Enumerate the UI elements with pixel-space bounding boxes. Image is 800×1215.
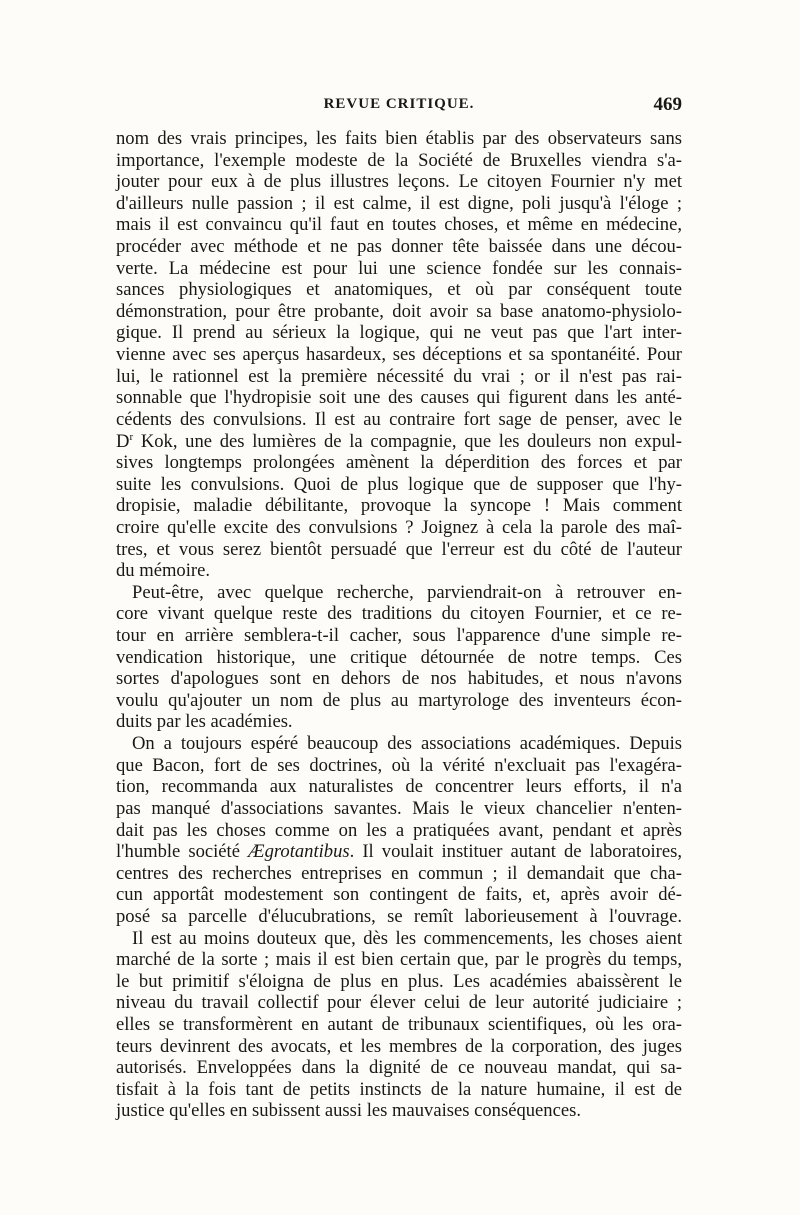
text-line: croire qu'elle excite des convulsions ? Joignez à cela la parole des maî- (116, 516, 682, 538)
italic-latin-term: Ægrotantibus (248, 841, 350, 863)
text-line: vendication historique, une critique détournée de notre temps. Ces (116, 646, 682, 668)
text-line: tour en arrière semblera-t-il cacher, sous l'apparence d'une simple re- (116, 625, 682, 647)
text-line: sances physiologiques et anatomiques, et où par conséquent toute (116, 279, 682, 301)
superscript: r (129, 430, 134, 443)
text-line: démonstration, pour être probante, doit avoir sa base anatomo-physiolo- (116, 300, 682, 322)
text-line: tion, recommanda aux naturalistes de concentrer leurs efforts, il n'a (116, 776, 682, 798)
text-line: que Bacon, fort de ses doctrines, où la vérité n'excluait pas l'exagéra- (116, 754, 682, 776)
text-line: pas manqué d'associations savantes. Mais le vieux chancelier n'enten- (116, 797, 682, 819)
text-line: sortes d'apologues sont en dehors de nos habitudes, et nous n'avons (116, 668, 682, 690)
paragraph-start: On a toujours espéré beaucoup des associations académiques. Depuis (132, 733, 682, 755)
paragraph-start: Il est au moins douteux que, dès les commencements, les choses aient (132, 927, 682, 949)
text-line: importance, l'exemple modeste de la Société de Bruxelles viendra s'a- (116, 149, 682, 171)
doctor-abbrev: D (116, 430, 130, 452)
text-line: elles se transformèrent en autant de tribunaux scientifiques, où les ora- (116, 1013, 682, 1035)
text-line (116, 841, 682, 863)
text-line: du mémoire. (116, 560, 210, 582)
text-line: vienne avec ses aperçus hasardeux, ses déceptions et sa spontanéité. Pour (116, 344, 682, 366)
text-line: verte. La médecine est pour lui une science fondée sur les connais- (116, 257, 682, 279)
text-line: justice qu'elles en subissent aussi les mauvaises conséquences. (116, 1100, 581, 1122)
running-title: REVUE CRITIQUE. (323, 96, 475, 112)
text-line: dait pas les choses comme on les a pratiquées avant, pendant et après (116, 819, 682, 841)
text-line: duits par les académies. (116, 711, 293, 733)
text-line: sives longtemps prolongées amènent la déperdition des forces et par (116, 452, 682, 474)
text-line: cédents des convulsions. Il est au contraire fort sage de penser, avec le (116, 408, 682, 430)
text-line: procéder avec méthode et ne pas donner tête baissée dans une décou- (116, 236, 682, 258)
text-line: tisfait à la fois tant de petits instincts de la nature humaine, il est de (116, 1078, 682, 1100)
text-line: voulu qu'ajouter un nom de plus au martyrologe des inventeurs écon- (116, 689, 682, 711)
text-line: jouter pour eux à de plus illustres leçons. Le citoyen Fournier n'y met (116, 171, 682, 193)
text-line: mais il est convaincu qu'il faut en toutes choses, et même en médecine, (116, 214, 682, 236)
line-rest: Kok, une des lumières de la compagnie, que les douleurs non expul- (133, 430, 682, 452)
text-line: dropisie, maladie débilitante, provoque la syncope ! Mais comment (116, 495, 682, 517)
line-rest: . Il voulait instituer autant de laboratoires, (349, 841, 682, 863)
text-line: d'ailleurs nulle passion ; il est calme, il est digne, poli jusqu'à l'éloge ; (116, 192, 682, 214)
page-number: 469 (653, 94, 682, 115)
text-line: cun apportât modestement son contingent de faits, et, après avoir dé- (116, 884, 682, 906)
text-line: lui, le rationnel est la première nécessité du vrai ; or il n'est pas rai- (116, 365, 682, 387)
text-line: autorisés. Enveloppées dans la dignité de ce nouveau mandat, qui sa- (116, 1057, 682, 1079)
text-line: tres, et vous serez bientôt persuadé que l'erreur est du côté de l'auteur (116, 538, 682, 560)
running-head (116, 96, 682, 120)
text-line: posé sa parcelle d'élucubrations, se remît laborieusement à l'ouvrage. (116, 905, 682, 927)
text-line: marché de la sorte ; mais il est bien certain que, par le progrès du temps, (116, 949, 682, 971)
text-line: le but primitif s'éloigna de plus en plus. Les académies abaissèrent le (116, 970, 682, 992)
text-line: centres des recherches entreprises en commun ; il demandait que cha- (116, 862, 682, 884)
line-start: l'humble société (116, 841, 249, 863)
text-line (116, 431, 682, 453)
text-line: core vivant quelque reste des traditions du citoyen Fournier, et ce re- (116, 603, 682, 625)
text-line: sonnable que l'hydropisie soit une des causes qui figurent dans les anté- (116, 387, 682, 409)
text-line: nom des vrais principes, les faits bien établis par des observateurs sans (116, 128, 682, 149)
body-text (116, 128, 682, 1122)
text-line: teurs devinrent des avocats, et les membres de la corporation, des juges (116, 1035, 682, 1057)
text-line: niveau du travail collectif pour élever celui de leur autorité judiciaire ; (116, 992, 682, 1014)
text-line: gique. Il prend au sérieux la logique, qui ne veut pas que l'art inter- (116, 322, 682, 344)
paragraph-start: Peut-être, avec quelque recherche, parviendrait-on à retrouver en- (132, 581, 682, 603)
text-line: suite les convulsions. Quoi de plus logique que de supposer que l'hy- (116, 473, 682, 495)
